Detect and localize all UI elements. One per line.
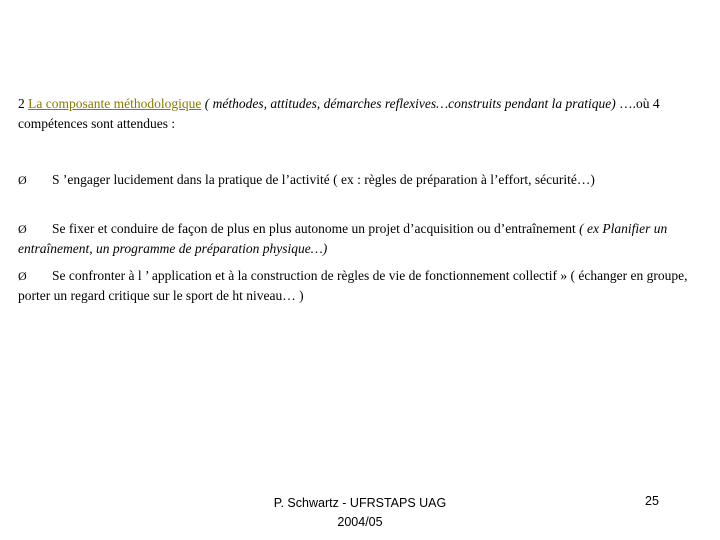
- section-intro: ….où 4 compétences sont attendues :: [18, 96, 660, 131]
- page-number: 25: [645, 494, 659, 508]
- footer-author-line: P. Schwartz - UFRSTAPS UAG: [273, 496, 447, 510]
- competence-item-2: [18, 219, 702, 259]
- section-topic: La composante méthodologique: [28, 96, 202, 111]
- section-heading: [18, 94, 702, 134]
- arrow-bullet-icon: Ø: [18, 269, 27, 283]
- section-number: 2: [18, 96, 25, 111]
- section-description: ( méthodes, attitudes, démarches reflexives…construits pendant la pratique): [204, 96, 616, 111]
- competence-item-1: [18, 170, 702, 190]
- competence-text-2: Se fixer et conduire de façon de plus en plus autonome un projet d’acquisition ou d’entraînement: [52, 221, 580, 236]
- arrow-bullet-icon: Ø: [18, 173, 27, 187]
- footer-year: 2004/05: [337, 515, 383, 529]
- competence-text-1: S ’engager lucidement dans la pratique de l’activité ( ex : règles de préparation à l’effort, sécurité…): [52, 172, 595, 187]
- competence-example-2: ( ex Planifier un entraînement, un programme de préparation physique…): [18, 221, 668, 256]
- competence-item-3: [18, 266, 702, 306]
- footer-author: [250, 494, 470, 532]
- competence-text-3: Se confronter à l ’ application et à la construction de règles de vie de fonctionnement collectif » ( échanger en groupe, porter un regard critique sur le sport de ht niveau… ): [18, 268, 688, 303]
- arrow-bullet-icon: Ø: [18, 222, 27, 236]
